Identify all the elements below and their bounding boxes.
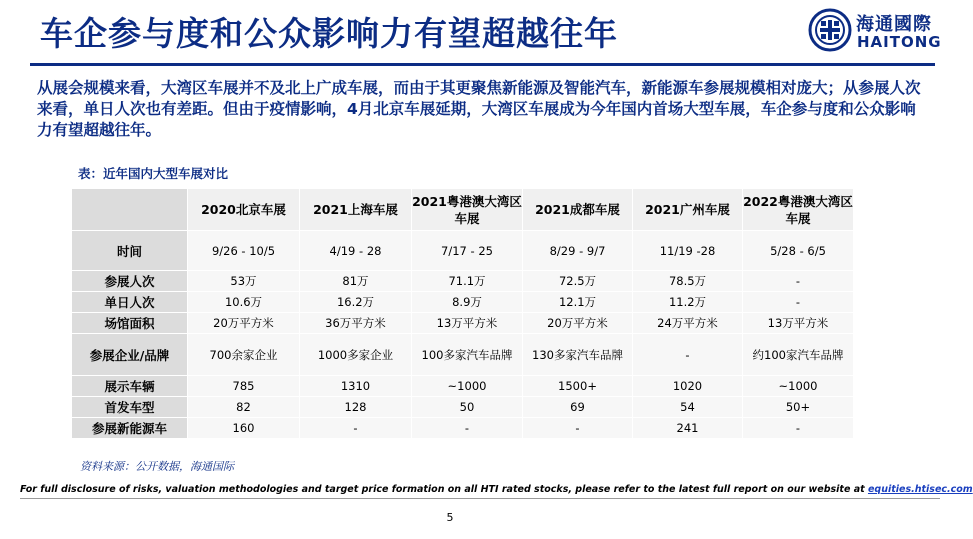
table-cell: 9/26 - 10/5 (188, 231, 300, 271)
row-label: 参展人次 (72, 271, 188, 292)
table-cell: 78.5万 (633, 271, 743, 292)
table-cell: 82 (188, 397, 300, 418)
haitong-logo (808, 6, 948, 54)
table-cell: - (633, 334, 743, 376)
table-cell: 50 (412, 397, 523, 418)
row-label: 展示车辆 (72, 376, 188, 397)
table-header-row (72, 189, 854, 231)
table-row (72, 313, 854, 334)
table-cell: 1020 (633, 376, 743, 397)
table-row (72, 231, 854, 271)
disclosure-footer (20, 484, 973, 495)
column-header: 2021粤港澳大湾区车展 (412, 189, 523, 231)
row-label: 首发车型 (72, 397, 188, 418)
column-header: 2020北京车展 (188, 189, 300, 231)
table-cell: 20万平方米 (523, 313, 633, 334)
row-label: 场馆面积 (72, 313, 188, 334)
table-cell: 13万平方米 (743, 313, 854, 334)
table-cell: 81万 (300, 271, 412, 292)
table-cell: 24万平方米 (633, 313, 743, 334)
row-label: 时间 (72, 231, 188, 271)
row-label: 单日人次 (72, 292, 188, 313)
table-cell: 160 (188, 418, 300, 439)
table-cell: 约100家汽车品牌 (743, 334, 854, 376)
table-cell: 5/28 - 6/5 (743, 231, 854, 271)
table-cell: 128 (300, 397, 412, 418)
disclosure-text: For full disclosure of risks, valuation methodologies and target price formation on all HTI rated stocks, please refer to the latest full report on our website at (20, 484, 868, 495)
table-cell: 100多家汽车品牌 (412, 334, 523, 376)
table-cell: 700余家企业 (188, 334, 300, 376)
table-cell: 36万平方米 (300, 313, 412, 334)
table-cell: 16.2万 (300, 292, 412, 313)
auto-show-comparison-table (71, 188, 854, 439)
table-cell: 53万 (188, 271, 300, 292)
website-link[interactable]: equities.htisec.com (867, 484, 973, 495)
table-cell: - (523, 418, 633, 439)
table-caption: 表：近年国内大型车展对比 (78, 166, 229, 181)
table-cell: 72.5万 (523, 271, 633, 292)
row-label: 参展新能源车 (72, 418, 188, 439)
data-source-note: 资料来源：公开数据，海通国际 (80, 460, 234, 473)
table-row (72, 292, 854, 313)
table-cell: - (300, 418, 412, 439)
column-header: 2021上海车展 (300, 189, 412, 231)
footer-divider (20, 498, 940, 499)
table-row (72, 334, 854, 376)
column-header: 2022粤港澳大湾区车展 (743, 189, 854, 231)
table-row (72, 397, 854, 418)
table-cell: 54 (633, 397, 743, 418)
row-label: 参展企业/品牌 (72, 334, 188, 376)
column-header: 2021成都车展 (523, 189, 633, 231)
table-cell: 130多家汽车品牌 (523, 334, 633, 376)
table-cell: 10.6万 (188, 292, 300, 313)
table-cell: 11/19 -28 (633, 231, 743, 271)
table-cell: ~1000 (412, 376, 523, 397)
logo-chinese-name: 海通國際 (856, 14, 932, 35)
table-cell: 1000多家企业 (300, 334, 412, 376)
table-cell: 7/17 - 25 (412, 231, 523, 271)
table-row (72, 376, 854, 397)
table-cell: 1310 (300, 376, 412, 397)
table-cell: 12.1万 (523, 292, 633, 313)
table-cell: 11.2万 (633, 292, 743, 313)
table-cell: - (412, 418, 523, 439)
page-number: 5 (446, 511, 454, 524)
table-cell: - (743, 271, 854, 292)
table-cell: 69 (523, 397, 633, 418)
table-row (72, 271, 854, 292)
table-header-corner (72, 189, 188, 231)
logo-english-name: HAITONG (857, 33, 942, 51)
table-cell: 50+ (743, 397, 854, 418)
table-cell: ~1000 (743, 376, 854, 397)
table-cell: 8/29 - 9/7 (523, 231, 633, 271)
table-cell: 241 (633, 418, 743, 439)
table-cell: - (743, 418, 854, 439)
table-cell: 785 (188, 376, 300, 397)
table-row (72, 418, 854, 439)
table-cell: - (743, 292, 854, 313)
intro-paragraph: 从展会规模来看，大湾区车展并不及北上广成车展，而由于其更聚焦新能源及智能汽车，新能源车参展规模相对庞大；从参展人次来看，单日人次也有差距。但由于疫情影响，4月北京车展延期，大湾区车展成为今年国内首场大型车展，车企参与度和公众影响力有望超越往年。 (37, 79, 921, 139)
table-cell: 71.1万 (412, 271, 523, 292)
haitong-logo-icon (808, 8, 852, 52)
table-cell: 20万平方米 (188, 313, 300, 334)
column-header: 2021广州车展 (633, 189, 743, 231)
page-title: 车企参与度和公众影响力有望超越往年 (40, 14, 618, 53)
title-divider (30, 63, 935, 66)
table-cell: 4/19 - 28 (300, 231, 412, 271)
table-cell: 8.9万 (412, 292, 523, 313)
table-cell: 13万平方米 (412, 313, 523, 334)
table-cell: 1500+ (523, 376, 633, 397)
